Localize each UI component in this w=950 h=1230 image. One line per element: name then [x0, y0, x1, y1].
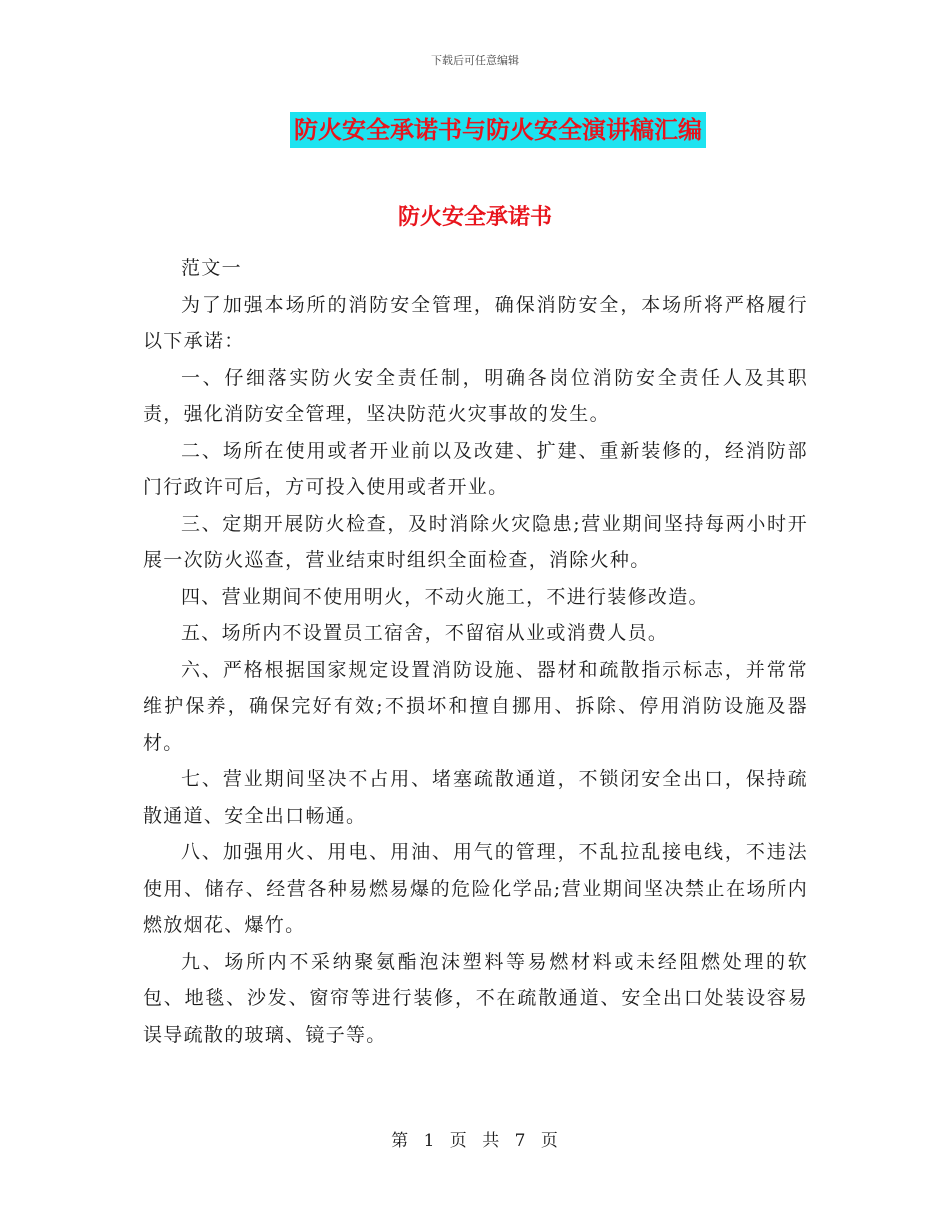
footer-page-unit: 页	[449, 1131, 468, 1151]
footer-current-page: 1	[423, 1131, 436, 1151]
footer-total-unit: 页	[540, 1131, 559, 1151]
paragraph-item-5: 五、场所内不设置员工宿舍，不留宿从业或消费人员。	[181, 622, 669, 644]
paragraph-item-8: 八、加强用火、用电、用油、用气的管理，不乱拉乱接电线，不违法使用、储存、经营各种易燃易爆的危险化学品;营业期间坚决禁止在场所内燃放烟花、爆竹。	[143, 841, 808, 936]
paragraph-intro: 为了加强本场所的消防安全管理，确保消防安全，本场所将严格履行以下承诺：	[143, 293, 808, 352]
body-text	[143, 250, 808, 1053]
paragraph-item-2: 二、场所在使用或者开业前以及改建、扩建、重新装修的，经消防部门行政许可后，方可投入使用或者开业。	[143, 439, 808, 498]
paragraph-item-6: 六、严格根据国家规定设置消防设施、器材和疏散指示标志，并常常维护保养，确保完好有效;不损坏和擅自挪用、拆除、停用消防设施及器材。	[143, 658, 808, 754]
document-title-wrap	[0, 112, 950, 148]
section-title: 防火安全承诺书	[397, 204, 552, 230]
paragraph-item-7: 七、营业期间坚决不占用、堵塞疏散通道，不锁闭安全出口，保持疏散通道、安全出口畅通。	[143, 768, 808, 827]
paragraph-sample-label: 范文一	[181, 257, 242, 279]
paragraph-item-4: 四、营业期间不使用明火，不动火施工，不进行装修改造。	[181, 585, 709, 608]
paragraph-item-9: 九、场所内不采纳聚氨酯泡沫塑料等易燃材料或未经阻燃处理的软包、地毯、沙发、窗帘等进行装修，不在疏散通道、安全出口处装设容易误导疏散的玻璃、镜子等。	[143, 950, 808, 1046]
footer-total-label: 共	[482, 1131, 501, 1151]
footer-total-pages: 7	[514, 1131, 527, 1151]
header-note: 下载后可任意编辑	[431, 54, 519, 67]
document-title: 防火安全承诺书与防火安全演讲稿汇编	[290, 112, 706, 148]
paragraph-item-3: 三、定期开展防火检查，及时消除火灾隐患;营业期间坚持每两小时开展一次防火巡查，营业结束时组织全面检查，消除火种。	[143, 512, 808, 571]
paragraph-item-1: 一、仔细落实防火安全责任制，明确各岗位消防安全责任人及其职责，强化消防安全管理，坚决防范火灾事故的发生。	[143, 366, 808, 425]
footer-page-label: 第	[391, 1131, 410, 1151]
page-footer	[0, 1126, 950, 1151]
